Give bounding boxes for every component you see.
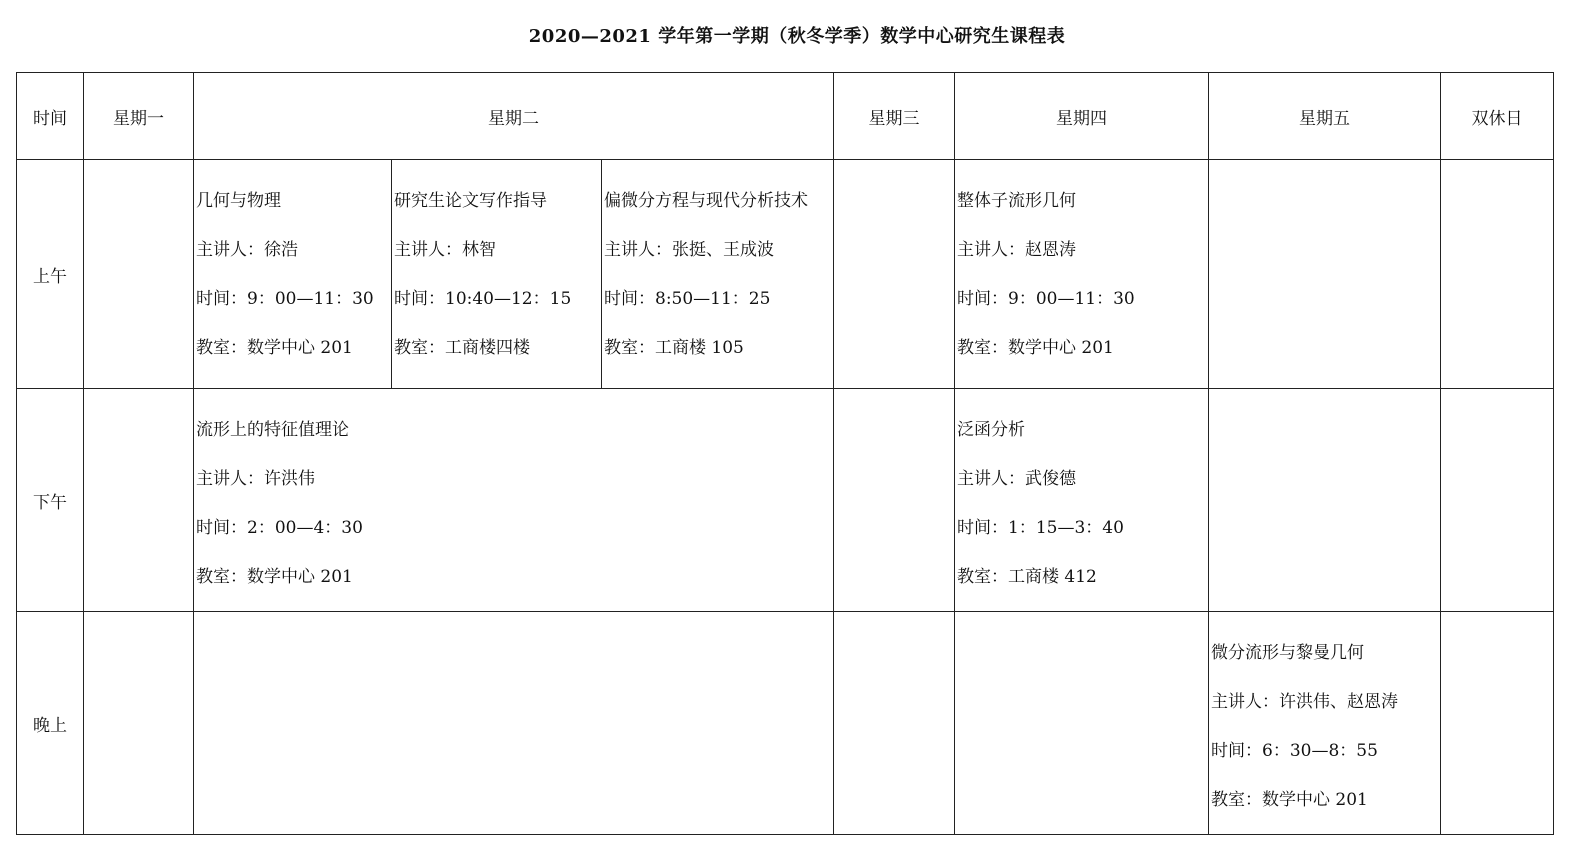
course-lecturer: 主讲人：张挺、王成波 [604, 240, 774, 260]
course-room: 教室：工商楼 412 [957, 567, 1097, 587]
course-cell-geometry-physics [194, 160, 392, 389]
page-title: 2020—2021 学年第一学期（秋冬学季）数学中心研究生课程表 [528, 26, 1066, 47]
course-name: 研究生论文写作指导 [394, 191, 547, 211]
course-lecturer: 主讲人：徐浩 [196, 240, 298, 260]
course-room: 教室：数学中心 201 [196, 567, 353, 587]
row-label-morning: 上午 [17, 160, 84, 389]
morning-row [17, 160, 1554, 389]
course-room: 教室：数学中心 201 [957, 338, 1114, 358]
course-lecturer: 主讲人：赵恩涛 [957, 240, 1077, 260]
course-lecturer: 主讲人：武俊德 [957, 469, 1077, 489]
course-name: 泛函分析 [957, 420, 1026, 440]
course-lecturer: 主讲人：许洪伟 [196, 469, 315, 489]
course-cell-functional-analysis [955, 389, 1209, 612]
cell-weekend-evening [1441, 612, 1554, 835]
row-label-afternoon: 下午 [17, 389, 84, 612]
course-room: 教室：数学中心 201 [196, 338, 353, 358]
course-time: 时间：8:50—11：25 [604, 289, 771, 309]
course-time: 时间：1：15—3：40 [957, 518, 1124, 538]
course-time: 时间：9：00—11：30 [196, 289, 374, 309]
header-thursday: 星期四 [955, 73, 1209, 160]
cell-tue-evening [194, 612, 834, 835]
course-cell-submanifold [955, 160, 1209, 389]
course-lecturer: 主讲人：林智 [394, 240, 496, 260]
header-weekend: 双休日 [1441, 73, 1554, 160]
course-cell-eigenvalue [194, 389, 834, 612]
course-cell-thesis-writing [392, 160, 602, 389]
row-label-evening: 晚上 [17, 612, 84, 835]
cell-weekend-afternoon [1441, 389, 1554, 612]
header-wednesday: 星期三 [834, 73, 955, 160]
course-name: 微分流形与黎曼几何 [1211, 643, 1365, 663]
course-lecturer: 主讲人：许洪伟、赵恩涛 [1211, 692, 1399, 712]
cell-wed-evening [834, 612, 955, 835]
course-time: 时间：10:40—12：15 [394, 289, 572, 309]
header-row [17, 73, 1554, 160]
header-monday: 星期一 [84, 73, 194, 160]
cell-wed-afternoon [834, 389, 955, 612]
course-name: 偏微分方程与现代分析技术 [604, 191, 808, 211]
header-friday: 星期五 [1209, 73, 1441, 160]
course-time: 时间：9：00—11：30 [957, 289, 1135, 309]
header-time: 时间 [17, 73, 84, 160]
evening-row [17, 612, 1554, 835]
course-name: 几何与物理 [196, 191, 281, 211]
cell-fri-morning [1209, 160, 1441, 389]
course-time: 时间：6：30—8：55 [1211, 741, 1378, 761]
cell-mon-morning [84, 160, 194, 389]
course-name: 整体子流形几何 [957, 191, 1077, 211]
header-tuesday: 星期二 [194, 73, 834, 160]
cell-mon-afternoon [84, 389, 194, 612]
course-cell-riemannian-geometry [1209, 612, 1441, 835]
schedule-table [16, 72, 1554, 835]
afternoon-row [17, 389, 1554, 612]
cell-thu-evening [955, 612, 1209, 835]
course-name: 流形上的特征值理论 [196, 420, 349, 440]
course-cell-pde [602, 160, 834, 389]
cell-weekend-morning [1441, 160, 1554, 389]
course-room: 教室：工商楼四楼 [394, 338, 530, 358]
course-room: 教室：工商楼 105 [604, 338, 744, 358]
course-time: 时间：2：00—4：30 [196, 518, 363, 538]
course-room: 教室：数学中心 201 [1211, 790, 1368, 810]
cell-fri-afternoon [1209, 389, 1441, 612]
cell-mon-evening [84, 612, 194, 835]
cell-wed-morning [834, 160, 955, 389]
